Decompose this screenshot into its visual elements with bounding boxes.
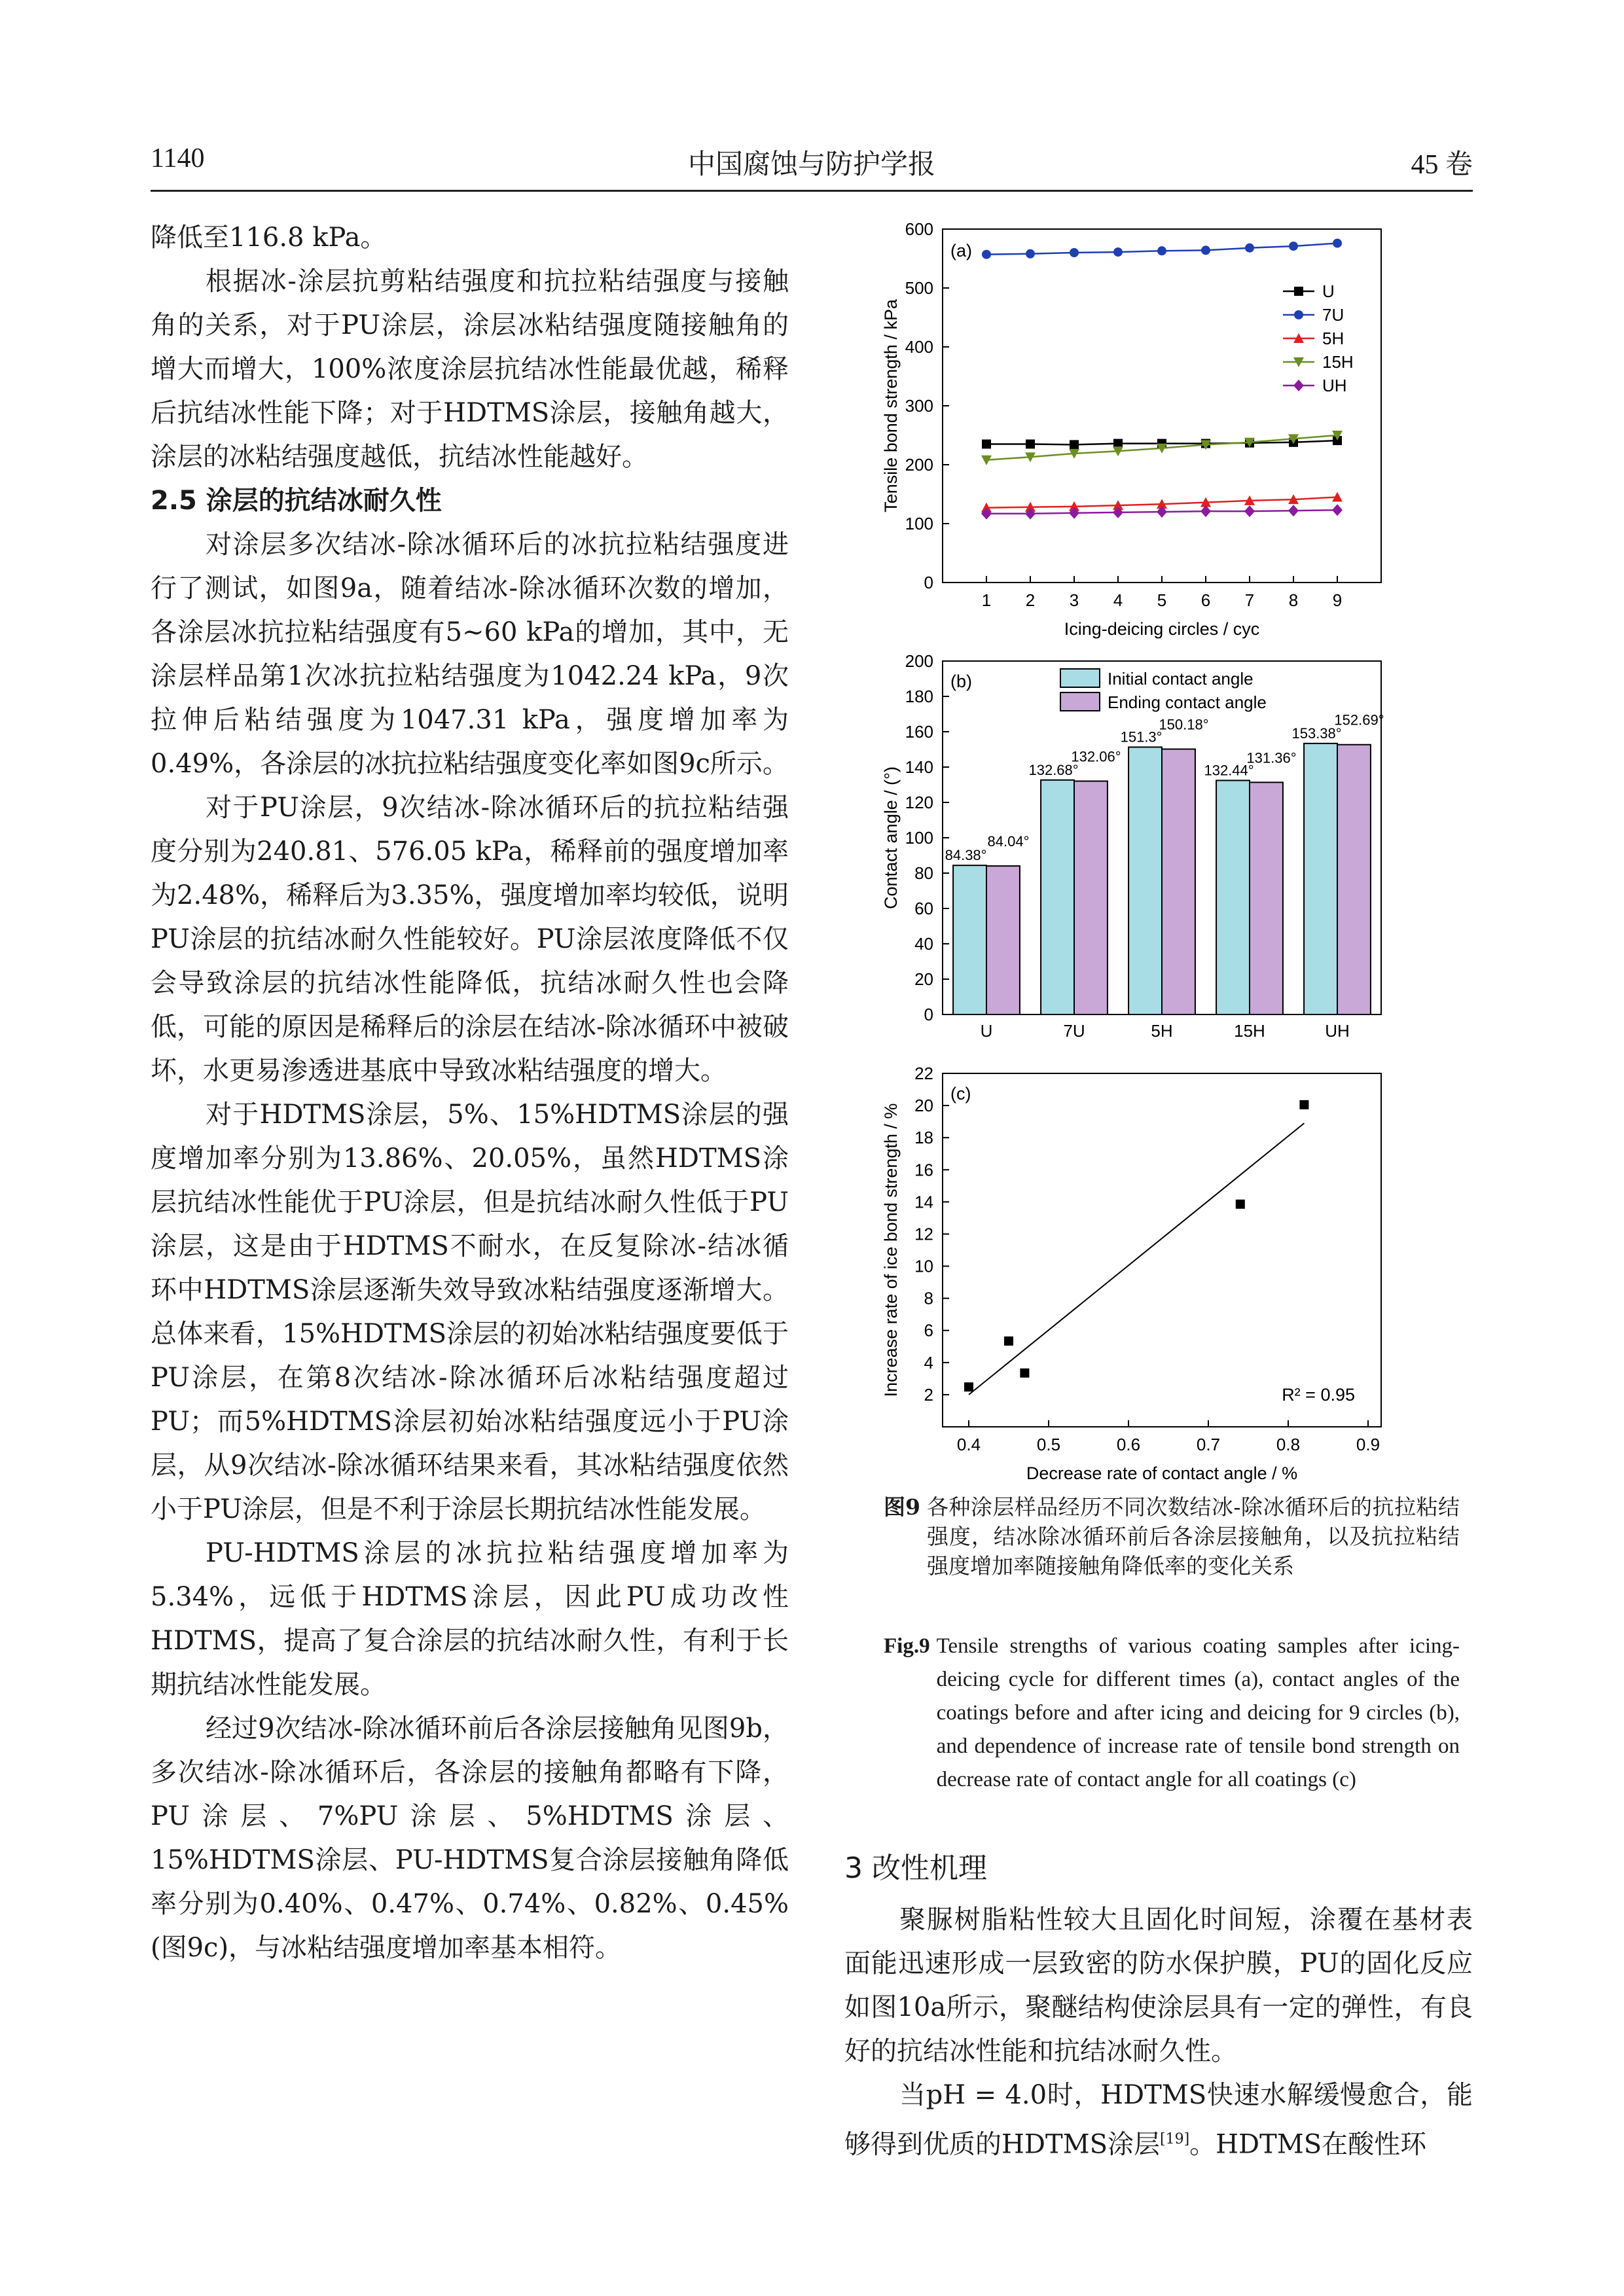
data-point: [1113, 247, 1123, 257]
y-tick-label: 120: [905, 793, 933, 812]
chart-a-svg: [844, 216, 1473, 639]
data-point: [1245, 243, 1254, 253]
paragraph: 根据冰-涂层抗剪粘结强度和抗拉粘结强度与接触角的关系，对于PU涂层，涂层冰粘结强度随接触角的增大而增大，100%浓度涂层抗结冰性能最优越，稀释后抗结冰性能下降；对于HDTMS涂层，接触角越大，涂层的冰粘结强度越低，抗结冰性能越好。: [151, 266, 789, 472]
section-heading-2-5: 2.5 涂层的抗结冰耐久性: [151, 486, 442, 516]
data-point: [1026, 249, 1035, 259]
data-point: [1236, 1200, 1245, 1209]
y-axis-label: Contact angle / (°): [881, 766, 901, 909]
data-point: [1294, 287, 1303, 296]
paragraph-text: 。HDTMS在酸性环: [1189, 2129, 1427, 2160]
y-tick-label: 600: [905, 219, 933, 239]
data-point: [1299, 1100, 1308, 1109]
x-tick-label: 0.7: [1196, 1435, 1221, 1454]
y-tick-label: 300: [905, 396, 933, 416]
y-tick-label: 18: [914, 1128, 933, 1148]
x-tick-label: UH: [1325, 1021, 1350, 1041]
data-point: [1333, 239, 1342, 248]
legend-label: 7U: [1322, 305, 1344, 325]
x-tick-label: 7U: [1063, 1021, 1085, 1041]
legend-label: U: [1322, 281, 1335, 301]
panel-label: (c): [950, 1084, 971, 1103]
y-tick-label: 0: [924, 1005, 933, 1024]
figure-caption-cn: [884, 1492, 1460, 1581]
y-tick-label: 40: [914, 934, 933, 954]
paragraph-text: 当pH = 4.0时，HDTMS快速水解缓慢愈合，能够得到优质的HDTMS涂层: [844, 2080, 1473, 2160]
data-point: [1070, 248, 1079, 257]
running-header: [151, 131, 1473, 192]
y-tick-label: 200: [905, 455, 933, 475]
left-column: [151, 216, 789, 1970]
legend-label: Initial contact angle: [1108, 669, 1254, 689]
chart-c-svg: [844, 1060, 1473, 1483]
figure-label-en: Fig.9: [884, 1634, 930, 1658]
figure-label-cn: 图9: [884, 1494, 920, 1520]
y-tick-label: 100: [905, 514, 933, 533]
data-point: [1004, 1336, 1013, 1346]
x-tick-label: 15H: [1234, 1021, 1265, 1041]
caption-text-en: Tensile strengths of various coating samples after icing-deicing cycle for different times (a), contact angles of the coatings before and after icing and deicing for 9 circles (b), and dependence of increase rate of tensile bond strength on decrease rate of contact angle for all coatings (c): [936, 1634, 1460, 1791]
data-label: 151.3°: [1120, 728, 1163, 745]
y-tick-label: 16: [914, 1160, 933, 1180]
figure-9b-bar-chart: [844, 648, 1473, 1056]
x-tick-label: 0.5: [1036, 1435, 1061, 1454]
paragraph: 对涂层多次结冰-除冰循环后的冰抗拉粘结强度进行了测试，如图9a，随着结冰-除冰循环次数的增加，各涂层冰抗拉粘结强度有5~60 kPa的增加，其中，无涂层样品第1次冰抗拉粘结强度为1042.24 kPa，9次拉伸后粘结强度为1047.31 kPa，强度增加率为0.49%，各涂层的冰抗拉粘结强度变化率如图9c所示。: [151, 529, 789, 779]
paragraph: 聚脲树脂粘性较大且固化时间短，涂覆在基材表面能迅速形成一层致密的防水保护膜，PU的固化反应如图10a所示，聚醚结构使涂层具有一定的弹性，有良好的抗结冰性能和抗结冰耐久性。: [844, 1905, 1473, 2066]
data-label: 131.36°: [1246, 749, 1297, 766]
y-tick-label: 100: [905, 828, 933, 848]
data-point: [1332, 504, 1343, 516]
page-number: 1140: [151, 143, 205, 173]
x-tick-label: 0.6: [1116, 1435, 1141, 1454]
data-point: [1020, 1369, 1029, 1378]
data-label: 152.69°: [1334, 711, 1384, 728]
y-axis-label: Tensile bond strength / kPa: [881, 299, 901, 512]
data-point: [1289, 242, 1298, 251]
bar: [1337, 745, 1371, 1014]
bar: [986, 866, 1020, 1014]
bar: [1250, 782, 1283, 1014]
paragraph: 降低至116.8 kPa。: [151, 223, 387, 253]
data-point: [964, 1382, 973, 1391]
bar: [1128, 747, 1162, 1014]
y-tick-label: 60: [914, 899, 933, 918]
paragraph: 对于HDTMS涂层，5%、15%HDTMS涂层的强度增加率分别为13.86%、20.05%，虽然HDTMS涂层抗结冰性能优于PU涂层，但是抗结冰耐久性低于PU涂层，这是由于HDTMS不耐水，在反复除冰-结冰循环中HDTMS涂层逐渐失效导致冰粘结强度逐渐增大。总体来看，15%HDTMS涂层的初始冰粘结强度要低于PU涂层，在第8次结冰-除冰循环后冰粘结强度超过PU；而5%HDTMS涂层初始冰粘结强度远小于PU涂层，从9次结冰-除冰循环结果来看，其冰粘结强度依然小于PU涂层，但是不利于涂层长期抗结冰性能发展。: [151, 1100, 789, 1524]
legend-label: UH: [1322, 376, 1347, 395]
y-tick-label: 200: [905, 651, 933, 671]
x-tick-label: 4: [1113, 590, 1123, 610]
volume-label: 45 卷: [1411, 150, 1473, 180]
y-tick-label: 20: [914, 1096, 933, 1116]
y-tick-label: 140: [905, 757, 933, 777]
x-tick-label: 5H: [1151, 1021, 1173, 1041]
fit-line: [969, 1123, 1304, 1395]
bar: [1041, 780, 1074, 1014]
legend-label: 5H: [1322, 329, 1344, 348]
data-point: [1294, 310, 1303, 319]
data-point: [1200, 505, 1211, 517]
journal-title: 中国腐蚀与防护学报: [687, 150, 935, 180]
data-label: 84.38°: [945, 847, 987, 864]
citation-ref: [19]: [1160, 2131, 1190, 2147]
figure-caption-en: [884, 1630, 1460, 1797]
data-point: [1244, 505, 1255, 517]
bar: [1304, 744, 1337, 1014]
r-squared-annotation: R² = 0.95: [1282, 1385, 1355, 1405]
x-tick-label: 9: [1332, 590, 1343, 610]
y-tick-label: 22: [914, 1064, 933, 1083]
panel-label: (a): [950, 241, 972, 260]
data-point: [1201, 245, 1210, 255]
data-label: 150.18°: [1159, 716, 1209, 733]
figure-9c-scatter-chart: [844, 1060, 1473, 1482]
y-tick-label: 0: [924, 573, 933, 592]
y-tick-label: 10: [914, 1256, 933, 1276]
x-axis-label: Icing-deicing circles / cyc: [1064, 619, 1260, 639]
data-point: [982, 250, 991, 259]
x-tick-label: 0.9: [1356, 1435, 1380, 1454]
y-tick-label: 160: [905, 722, 933, 742]
data-point: [1288, 505, 1299, 516]
y-tick-label: 500: [905, 278, 933, 298]
data-label: 132.44°: [1204, 762, 1254, 779]
x-tick-label: 0.8: [1276, 1435, 1301, 1454]
data-label: 132.68°: [1028, 761, 1079, 778]
section-heading-3: 3 改性机理: [844, 1852, 987, 1885]
x-tick-label: 7: [1244, 590, 1255, 610]
legend-swatch: [1060, 669, 1100, 687]
x-tick-label: U: [980, 1021, 993, 1041]
y-tick-label: 80: [914, 863, 933, 883]
y-tick-label: 180: [905, 687, 933, 706]
x-tick-label: 6: [1200, 590, 1211, 610]
data-point: [1293, 380, 1304, 391]
right-column: [844, 216, 1473, 2245]
data-label: 153.38°: [1291, 725, 1342, 742]
x-tick-label: 3: [1069, 590, 1079, 610]
y-tick-label: 400: [905, 337, 933, 357]
bar: [1216, 780, 1250, 1014]
x-axis-label: Decrease rate of contact angle / %: [1026, 1463, 1298, 1483]
data-point: [1026, 440, 1035, 449]
legend-label: Ending contact angle: [1108, 692, 1267, 712]
paragraph: PU-HDTMS涂层的冰抗拉粘结强度增加率为5.34%，远低于HDTMS涂层，因此PU成功改性HDTMS，提高了复合涂层的抗结冰耐久性，有利于长期抗结冰性能发展。: [151, 1538, 789, 1700]
y-tick-label: 14: [914, 1192, 933, 1212]
paragraph: 经过9次结冰-除冰循环前后各涂层接触角见图9b，多次结冰-除冰循环后，各涂层的接触角都略有下降，PU涂层、7%PU涂层、5%HDTMS涂层、15%HDTMS涂层、PU-HDTMS复合涂层接触角降低率分别为0.40%、0.47%、0.74%、0.82%、0.45% (图9c)，与冰粘结强度增加率基本相符。: [151, 1713, 789, 1963]
x-tick-label: 5: [1157, 590, 1167, 610]
y-tick-label: 20: [914, 969, 933, 989]
y-tick-label: 6: [924, 1320, 933, 1340]
panel-label: (b): [950, 672, 972, 691]
plot-frame: [943, 229, 1381, 583]
legend-swatch: [1060, 692, 1100, 711]
caption-text-cn: 各种涂层样品经历不同次数结冰-除冰循环后的抗拉粘结强度，结冰除冰循环前后各涂层接触角，以及抗拉粘结强度增加率随接触角降低率的变化关系: [926, 1494, 1460, 1579]
legend-label: 15H: [1322, 352, 1354, 372]
x-tick-label: 8: [1288, 590, 1299, 610]
y-tick-label: 2: [924, 1384, 933, 1405]
paragraph: [844, 2073, 1473, 2166]
data-label: 84.04°: [987, 833, 1030, 850]
y-tick-label: 4: [924, 1352, 933, 1372]
data-point: [1070, 440, 1079, 449]
data-point: [1157, 246, 1166, 255]
bar: [953, 865, 986, 1014]
bar: [1162, 749, 1195, 1014]
x-tick-label: 0.4: [956, 1435, 981, 1454]
x-tick-label: 1: [981, 590, 992, 610]
data-point: [982, 440, 991, 449]
x-tick-label: 2: [1025, 590, 1036, 610]
figure-9a-line-chart: [844, 216, 1473, 637]
y-axis-label: Increase rate of ice bond strength / %: [881, 1103, 901, 1397]
data-label: 132.06°: [1071, 748, 1121, 765]
plot-frame: [943, 1073, 1381, 1427]
y-tick-label: 12: [914, 1224, 933, 1244]
bar: [1074, 781, 1108, 1014]
paragraph: 对于PU涂层，9次结冰-除冰循环后的抗拉粘结强度分别为240.81、576.05 kPa，稀释前的强度增加率为2.48%，稀释后为3.35%，强度增加率均较低，说明PU涂层的抗结冰耐久性能较好。PU涂层浓度降低不仅会导致涂层的抗结冰性能降低，抗结冰耐久性也会降低，可能的原因是稀释后的涂层在结冰-除冰循环中被破坏，水更易渗透进基底中导致冰粘结强度的增大。: [151, 793, 789, 1086]
right-text-block: [844, 1839, 1473, 2166]
chart-b-svg: [844, 648, 1473, 1054]
y-tick-label: 8: [924, 1288, 933, 1308]
